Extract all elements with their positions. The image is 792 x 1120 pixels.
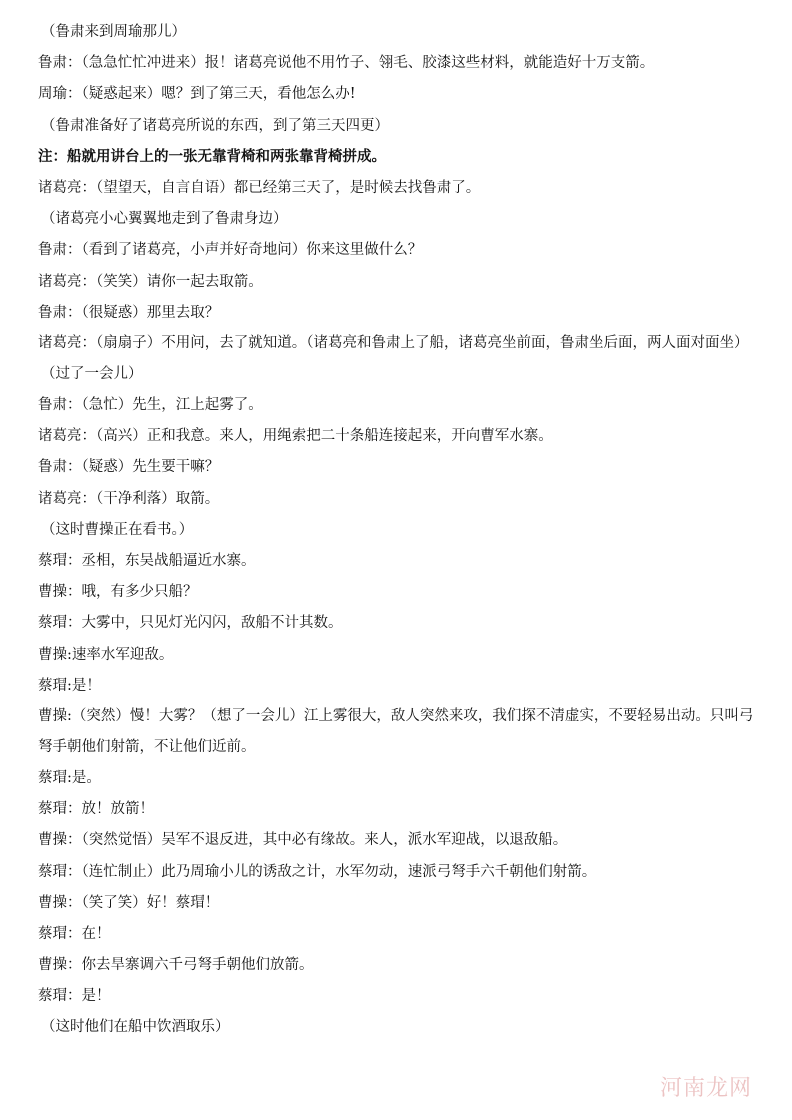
dialogue-line: 蔡瑁：在！ <box>38 925 111 942</box>
dialogue-line: 曹操:速率水军迎敌。 <box>38 646 174 663</box>
dialogue-line: 曹操：哦，有多少只船？ <box>38 584 198 601</box>
dialogue-line: 蔡瑁：是！ <box>38 988 111 1005</box>
dialogue-line: 鲁肃：（急急忙忙冲进来）报！诸葛亮说他不用竹子、翎毛、胶漆这些材料，就能造好十万支箭。 <box>38 55 655 72</box>
stage-direction: （这时曹操正在看书。） <box>41 521 194 538</box>
stage-direction: （过了一会儿） <box>41 365 143 382</box>
site-watermark: 河南龙网 <box>659 1076 752 1101</box>
dialogue-line: 鲁肃：（很疑惑）那里去取？ <box>38 304 220 321</box>
dialogue-line: 蔡瑁：放！放箭！ <box>38 801 154 818</box>
dialogue-line: 周瑜：（疑惑起来）嗯？到了第三天，看他怎么办! <box>38 86 356 103</box>
dialogue-line: 诸葛亮：（高兴）正和我意。来人，用绳索把二十条船连接起来，开向曹军水寨。 <box>38 428 553 445</box>
dialogue-line: 曹操：（突然觉悟）吴军不退反进，其中必有缘故。来人，派水军迎战，以退敌船。 <box>38 832 568 849</box>
dialogue-line: 诸葛亮：（笑笑）请你一起去取箭。 <box>38 273 263 290</box>
dialogue-line: 曹操：（笑了笑）好！蔡瑁！ <box>38 894 220 911</box>
dialogue-line: 曹操：你去旱寨调六千弓弩手朝他们放箭。 <box>38 957 314 974</box>
stage-direction: （诸葛亮小心翼翼地走到了鲁肃身边） <box>41 211 288 228</box>
stage-direction: （这时他们在船中饮酒取乐） <box>41 1019 230 1036</box>
script-document <box>38 22 760 1049</box>
dialogue-line: 诸葛亮：（干净利落）取箭。 <box>38 490 220 507</box>
dialogue-line: 蔡瑁:是。 <box>38 769 101 786</box>
dialogue-line: 鲁肃：（看到了诸葛亮，小声并好奇地问）你来这里做什么？ <box>38 242 423 259</box>
dialogue-line: 蔡瑁：丞相，东吴战船逼近水寨。 <box>38 553 256 569</box>
dialogue-line: 鲁肃：（急忙）先生，江上起雾了。 <box>38 397 263 414</box>
stage-direction: （鲁肃准备好了诸葛亮所说的东西，到了第三天四更） <box>41 117 389 134</box>
dialogue-line: 诸葛亮：（望望天，自言自语）都已经第三天了，是时候去找鲁肃了。 <box>38 179 481 196</box>
dialogue-line: 诸葛亮：（扇扇子）不用问，去了就知道。（诸葛亮和鲁肃上了船，诸葛亮坐前面，鲁肃坐后面，两人面对面坐） <box>38 334 749 351</box>
dialogue-line: 曹操:（突然）慢！大雾？（想了一会儿）江上雾很大，敌人突然来攻，我们探不清虚实，不要轻易出动。只叫弓弩手朝他们射箭，不让他们近前。 <box>38 707 754 755</box>
stage-direction: （鲁肃来到周瑜那儿） <box>41 24 186 40</box>
dialogue-line: 鲁肃：（疑惑）先生要干嘛？ <box>38 459 220 476</box>
staging-note: 注：船就用讲台上的一张无靠背椅和两张靠背椅拼成。 <box>38 147 386 165</box>
dialogue-line: 蔡瑁：大雾中，只见灯光闪闪，敌船不计其数。 <box>38 615 343 632</box>
dialogue-line: 蔡瑁：（连忙制止）此乃周瑜小儿的诱敌之计，水军勿动，速派弓弩手六千朝他们射箭。 <box>38 863 597 880</box>
dialogue-line: 蔡瑁:是！ <box>38 677 101 694</box>
